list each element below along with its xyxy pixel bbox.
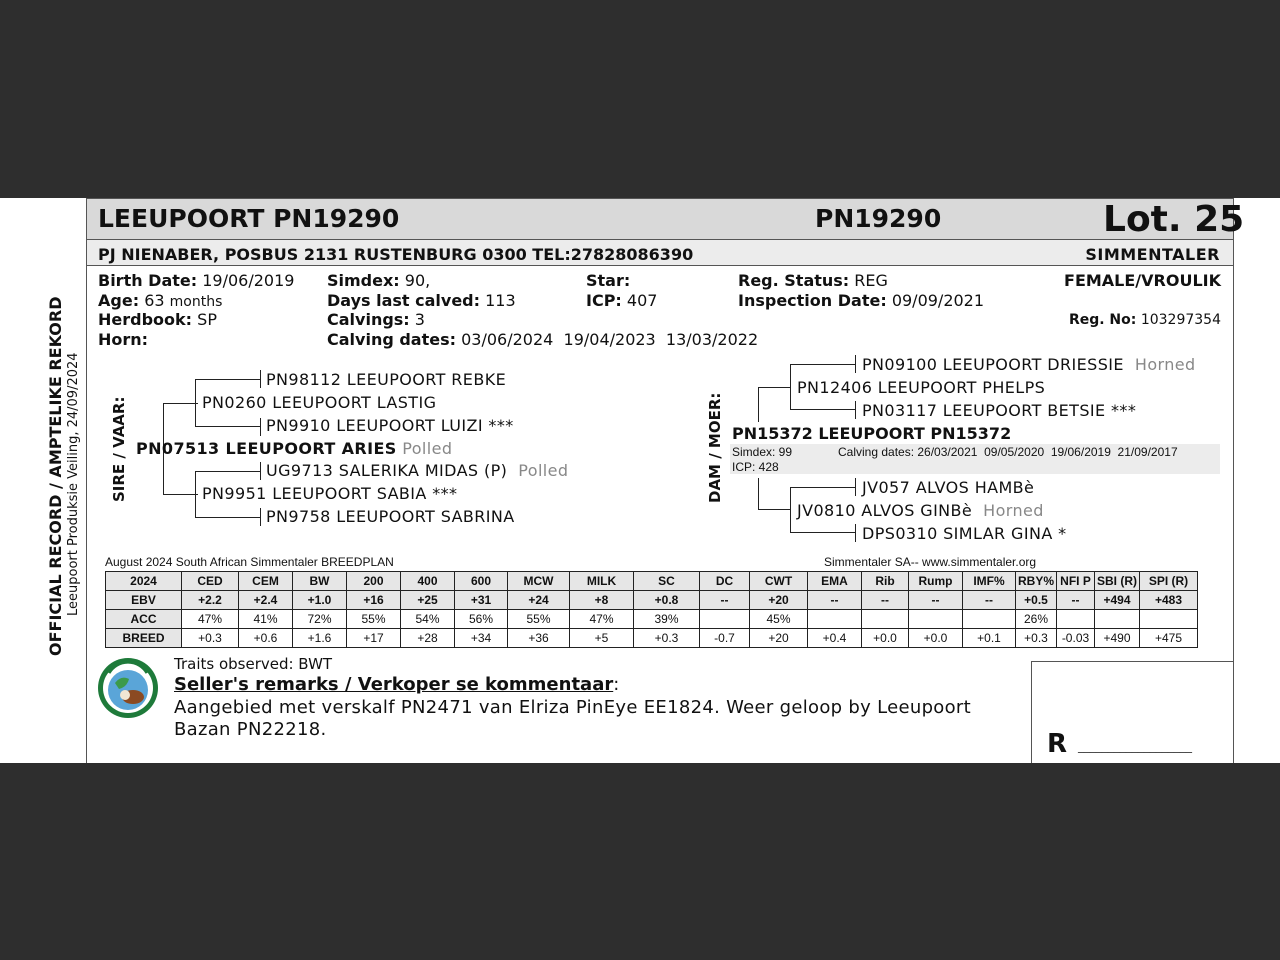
breedplan-table [105,571,1198,648]
table-cell: +25 [401,591,455,610]
table-cell [808,610,862,629]
table-cell: 47% [570,610,634,629]
calvings: Calvings: 3 [327,310,425,329]
table-cell: +0.6 [239,629,293,648]
table-cell: 26% [1016,610,1057,629]
sire-dam-sire: UG9713 SALERIKA MIDAS (P) Polled [266,461,569,480]
table-cell: -0.03 [1057,629,1095,648]
reg-number: Reg. No: 103297354 [1068,312,1221,328]
price-line: ___________________ [1078,739,1192,753]
header-cell: NFI P [1057,572,1095,591]
row-label: EBV [106,591,182,610]
table-cell: +16 [347,591,401,610]
calving-dates: Calving dates: 03/06/2024 19/04/2023 13/03/2022 [327,330,759,349]
table-cell [1095,610,1140,629]
header-cell: DC [700,572,750,591]
table-cell: +24 [508,591,570,610]
header-cell: CED [182,572,239,591]
society-caption: Simmentaler SA-- www.simmentaler.org [824,555,1037,569]
row-label: BREED [106,629,182,648]
remarks-text: Aangebied met verskalf PN2471 van Elriza PinEye EE1824. Weer geloop by Leeupoort Bazan PN22218. [174,697,971,740]
table-cell: +1.0 [293,591,347,610]
table-cell: +28 [401,629,455,648]
sire-dam-dam: PN9758 LEEUPOORT SABRINA [266,507,515,526]
age: Age: 63 months [98,291,223,310]
simdex: Simdex: 90, [327,271,431,290]
table-cell: +20 [750,629,808,648]
header-cell: Rump [909,572,963,591]
table-cell: +36 [508,629,570,648]
table-cell: +5 [570,629,634,648]
sale-name-label: Leeupoort Produksie Veiling, 24/09/2024 [66,352,81,616]
table-cell: -- [1057,591,1095,610]
acc-row [106,610,1198,629]
table-cell: -- [862,591,909,610]
dam-dam-sire: JV057 ALVOS HAMBè [862,478,1035,497]
price-currency: R [1047,729,1068,759]
table-cell: +475 [1140,629,1198,648]
table-cell: +0.0 [862,629,909,648]
birth-date: Birth Date: 19/06/2019 [98,271,295,290]
table-cell: 45% [750,610,808,629]
dam-simdex: Simdex: 99 [732,445,793,459]
official-record-label: OFFICIAL RECORD / AMPTELIKE REKORD [46,296,65,656]
seller-details: PJ NIENABER, POSBUS 2131 RUSTENBURG 0300 TEL:27828086390 [98,245,694,264]
header-cell: 2024 [106,572,182,591]
table-cell: 55% [508,610,570,629]
lot-card [0,198,1280,763]
sire-sire-dam: PN9910 LEEUPOORT LUIZI *** [266,416,514,435]
inspection-date: Inspection Date: 09/09/2021 [738,291,985,310]
table-cell: +0.8 [634,591,700,610]
table-cell: 55% [347,610,401,629]
days-last-calved: Days last calved: 113 [327,291,516,310]
icp: ICP: 407 [586,291,658,310]
table-cell [1057,610,1095,629]
table-cell: +0.3 [1016,629,1057,648]
table-cell: 41% [239,610,293,629]
table-cell: -- [909,591,963,610]
horn: Horn: [98,330,149,349]
header-cell: SC [634,572,700,591]
sire-sire: PN0260 LEEUPOORT LASTIG [202,393,437,412]
sire-sire-sire: PN98112 LEEUPOORT REBKE [266,370,507,389]
table-cell: +0.3 [182,629,239,648]
header-cell: EMA [808,572,862,591]
ebv-row [106,591,1198,610]
table-cell: 47% [182,610,239,629]
sex-label: FEMALE/VROULIK [1064,271,1221,290]
table-cell [1140,610,1198,629]
table-cell: +17 [347,629,401,648]
header-cell: Rib [862,572,909,591]
dam-icp: ICP: 428 [732,460,779,474]
reg-status: Reg. Status: REG [738,271,888,290]
header-cell: RBY% [1016,572,1057,591]
breed-name: SIMMENTALER [1085,245,1220,264]
table-cell: +1.6 [293,629,347,648]
animal-id: PN19290 [815,204,942,233]
table-cell: -- [700,591,750,610]
header-cell: CWT [750,572,808,591]
table-cell: +0.0 [909,629,963,648]
table-cell: 56% [455,610,508,629]
dam-name: PN15372 LEEUPOORT PN15372 [732,424,1012,443]
table-cell [700,610,750,629]
dam-dam-dam: DPS0310 SIMLAR GINA * [862,524,1067,543]
table-cell: 54% [401,610,455,629]
table-cell: +2.2 [182,591,239,610]
remarks-heading: Seller's remarks / Verkoper se kommentaar: [174,674,620,695]
table-cell: 39% [634,610,700,629]
dam-calving-dates: Calving dates: 26/03/2021 09/05/2020 19/06/2019 21/09/2017 [838,445,1178,459]
sire-section-label: SIRE / VAAR: [110,396,128,502]
table-cell: +483 [1140,591,1198,610]
table-cell: 72% [293,610,347,629]
table-cell [862,610,909,629]
header-cell: BW [293,572,347,591]
header-cell: SBI (R) [1095,572,1140,591]
table-cell: +0.5 [1016,591,1057,610]
table-cell: -0.7 [700,629,750,648]
table-cell: +0.1 [963,629,1016,648]
sire-name: PN07513 LEEUPOORT ARIES Polled [136,439,453,458]
table-cell: +31 [455,591,508,610]
header-cell: IMF% [963,572,1016,591]
breed-avg-row [106,629,1198,648]
table-cell: -- [808,591,862,610]
dam-sire: PN12406 LEEUPOORT PHELPS [797,378,1046,397]
breedplan-caption: August 2024 South African Simmentaler BREEDPLAN [105,555,394,569]
dam-sire-dam: PN03117 LEEUPOORT BETSIE *** [862,401,1137,420]
breedplan-header-row [106,572,1198,591]
header-cell: MILK [570,572,634,591]
society-logo [97,657,159,719]
star: Star: [586,271,631,290]
header-cell: 600 [455,572,508,591]
header-cell: CEM [239,572,293,591]
herdbook: Herdbook: SP [98,310,217,329]
dam-section-label: DAM / MOER: [706,392,724,503]
header-cell: MCW [508,572,570,591]
animal-title: LEEUPOORT PN19290 [98,204,400,233]
table-cell: +20 [750,591,808,610]
table-cell: +2.4 [239,591,293,610]
header-cell: 400 [401,572,455,591]
table-cell: +494 [1095,591,1140,610]
dam-dam: JV0810 ALVOS GINBè Horned [797,501,1044,520]
dam-sire-sire: PN09100 LEEUPOORT DRIESSIE Horned [862,355,1196,374]
table-cell: +34 [455,629,508,648]
header-cell: SPI (R) [1140,572,1198,591]
table-cell: +8 [570,591,634,610]
lot-number: Lot. 25 [1103,199,1245,240]
traits-observed: Traits observed: BWT [174,655,333,673]
header-cell: 200 [347,572,401,591]
table-cell: +0.3 [634,629,700,648]
table-cell: +490 [1095,629,1140,648]
sire-dam: PN9951 LEEUPOORT SABIA *** [202,484,458,503]
table-cell [909,610,963,629]
table-cell: +0.4 [808,629,862,648]
row-label: ACC [106,610,182,629]
table-cell [963,610,1016,629]
table-cell: -- [963,591,1016,610]
